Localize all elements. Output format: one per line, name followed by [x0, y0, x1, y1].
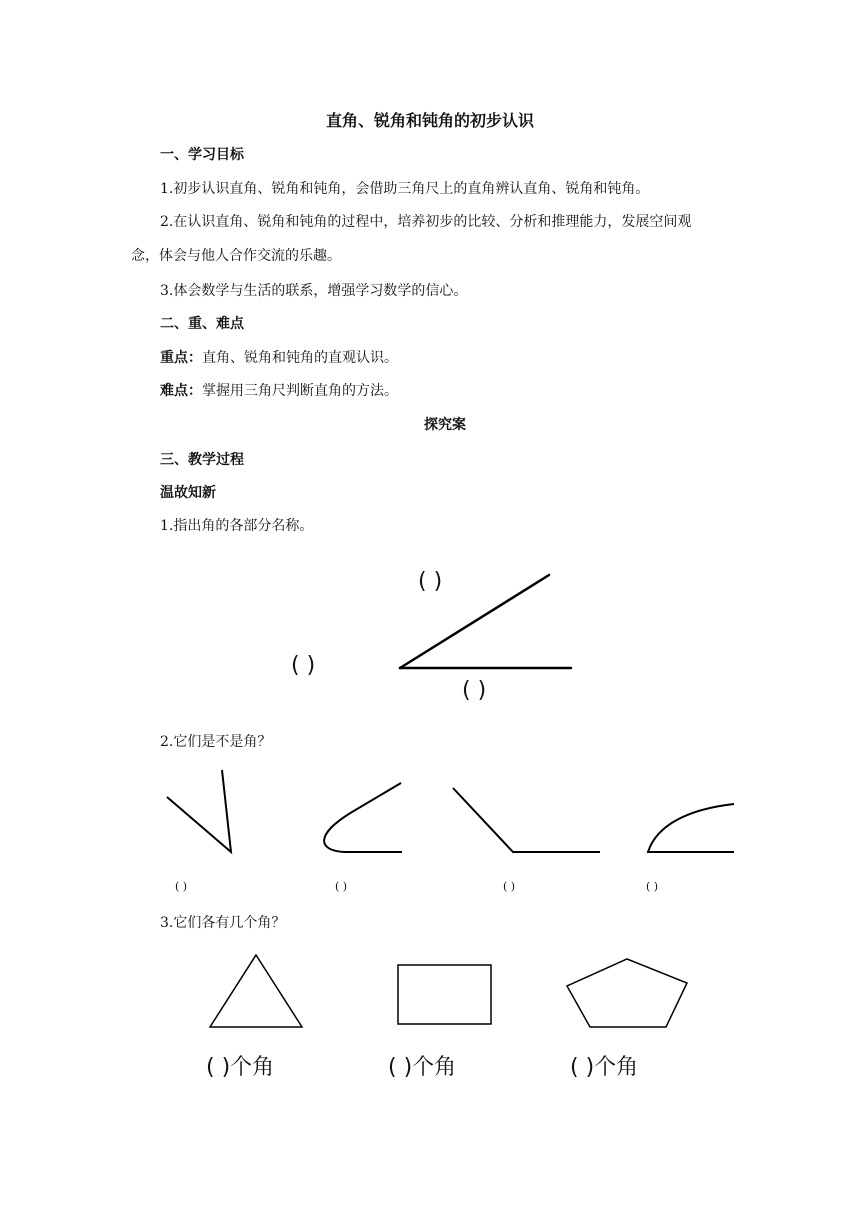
triangle-shape: [210, 955, 302, 1027]
section-heading-key-points: 二、重、难点: [160, 316, 244, 332]
q2-blank-3[interactable]: ( ): [503, 880, 516, 893]
pentagon-shape: [567, 959, 687, 1027]
key-point-text: 直角、锐角和钝角的直观认识。: [202, 350, 398, 366]
explore-title: 探究案: [424, 417, 466, 433]
q2-figure-4: [648, 804, 734, 852]
q2-figure-1: [167, 770, 231, 852]
q2-figure-2: [324, 783, 402, 852]
q1-blank-vertex[interactable]: ( ): [291, 653, 316, 678]
rectangle-shape: [398, 965, 491, 1024]
section-heading-process: 三、教学过程: [160, 452, 244, 468]
difficult-point-text: 掌握用三角尺判断直角的方法。: [202, 383, 398, 399]
q3-caption-pentagon[interactable]: ( )个角: [570, 1055, 639, 1080]
objective-2-cont: 念，体会与他人合作交流的乐趣。: [131, 248, 341, 264]
question-2: 2.它们是不是角？: [160, 734, 272, 750]
q3-caption-rectangle[interactable]: ( )个角: [388, 1055, 457, 1080]
objective-3: 3.体会数学与生活的联系，增强学习数学的信心。: [160, 283, 468, 299]
question-3: 3.它们各有几个角？: [160, 915, 286, 931]
objective-1: 1.初步认识直角、锐角和钝角，会借助三角尺上的直角辨认直角、锐角和钝角。: [160, 181, 650, 197]
section-heading-objectives: 一、学习目标: [160, 147, 244, 163]
question-1: 1.指出角的各部分名称。: [160, 518, 314, 534]
q2-figures: [167, 770, 734, 852]
q2-blank-2[interactable]: ( ): [335, 880, 348, 893]
q1-blank-side-bottom[interactable]: ( ): [462, 678, 487, 703]
q2-blank-4[interactable]: ( ): [646, 880, 659, 893]
difficult-point-label: 难点：: [160, 383, 202, 399]
q3-caption-triangle[interactable]: ( )个角: [206, 1055, 275, 1080]
page-title: 直角、锐角和钝角的初步认识: [325, 111, 534, 130]
q2-blank-1[interactable]: ( ): [175, 880, 188, 893]
key-point-label: 重点：: [160, 350, 202, 366]
q1-blank-side-top[interactable]: ( ): [418, 569, 443, 594]
q3-shapes: [210, 955, 687, 1027]
q2-figure-3: [453, 788, 600, 852]
subheading-review: 温故知新: [160, 485, 216, 501]
objective-2: 2.在认识直角、锐角和钝角的过程中，培养初步的比较、分析和推理能力，发展空间观: [160, 214, 692, 230]
